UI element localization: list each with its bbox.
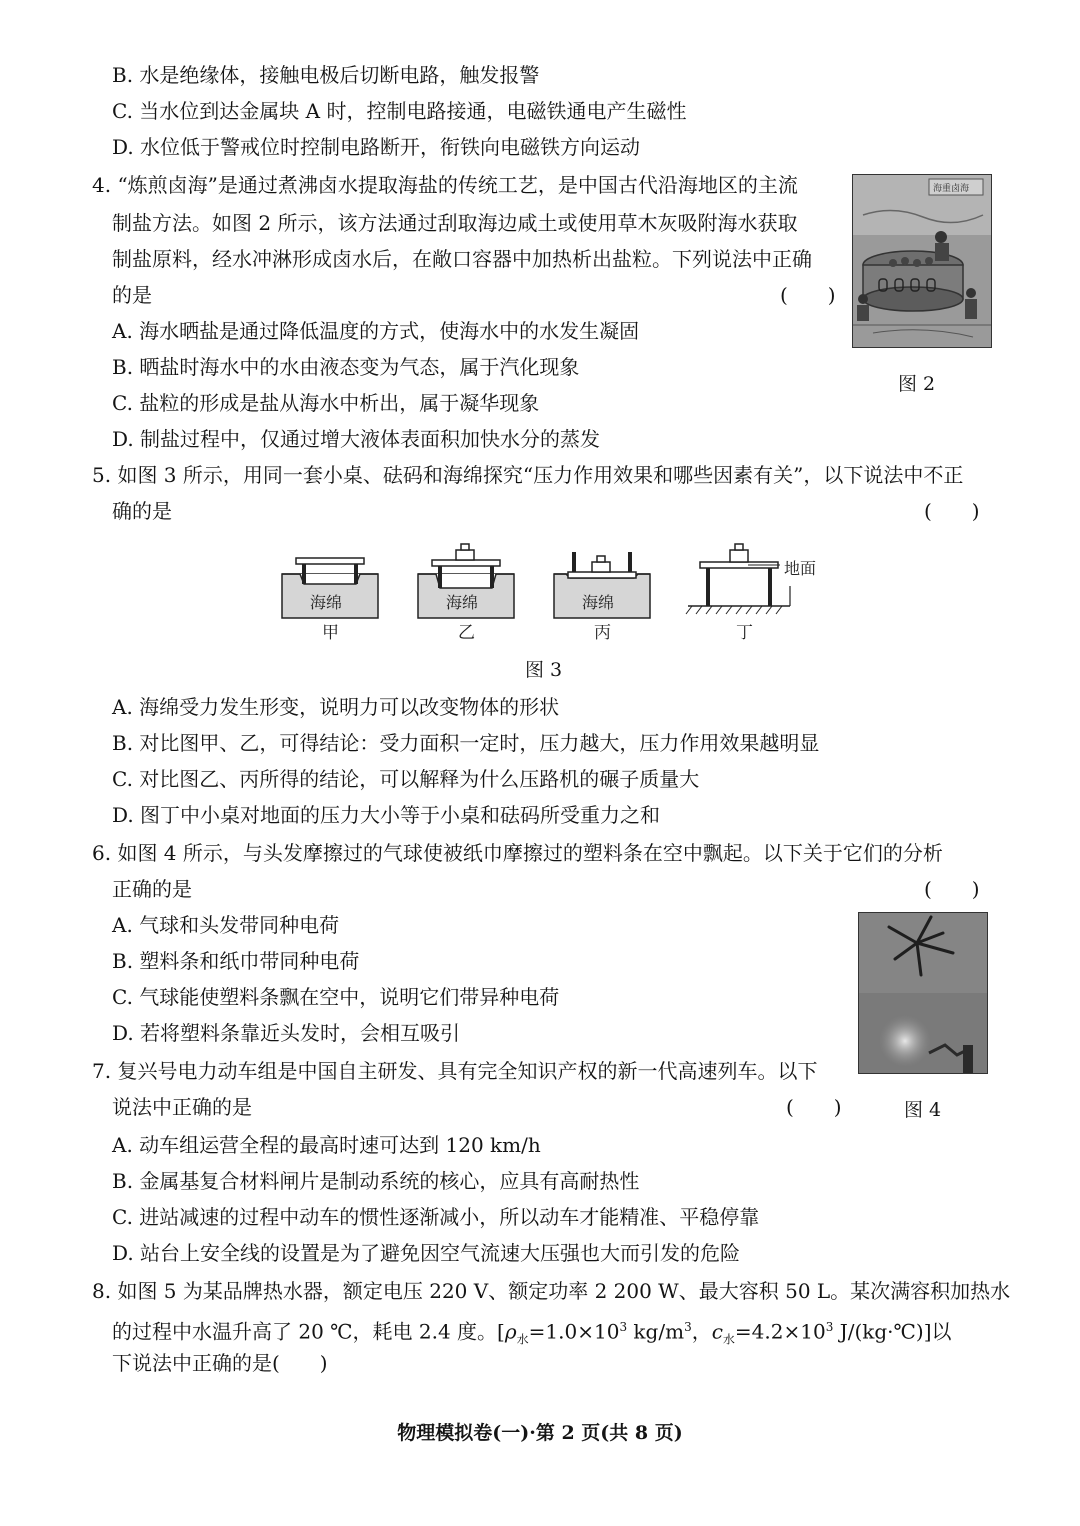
q5-option-b: B. 对比图甲、乙，可得结论：受力面积一定时，压力越大，压力作用效果越明显 [112, 731, 820, 755]
q8-stem-line2-text: 的过程中水温升高了 20 ℃，耗电 2.4 度。[ [112, 1319, 505, 1344]
figure-3-label-jia: 甲 [322, 623, 339, 643]
figure-3-label-ding: 丁 [736, 623, 753, 643]
c-exponent: 3 [825, 1320, 834, 1334]
rho-unit-exponent: 3 [684, 1320, 692, 1334]
figure-2-salt-making-image [852, 174, 992, 348]
q7-answer-paren: ( ) [786, 1095, 842, 1119]
q5-option-c: C. 对比图乙、丙所得的结论，可以解释为什么压路机的碾子质量大 [112, 767, 700, 791]
figure-3-sponge-label-jia: 海绵 [310, 593, 343, 612]
q3-option-c: C. 当水位到达金属块 A 时，控制电路接通，电磁铁通电产生磁性 [112, 99, 687, 123]
q4-stem-line3: 制盐原料，经水冲淋形成卤水后，在敞口容器中加热析出盐粒。下列说法中正确 [112, 247, 812, 271]
figure-3-sponge-label-yi: 海绵 [446, 593, 479, 612]
q6-option-a: A. 气球和头发带同种电荷 [112, 913, 340, 937]
figure-4-caption: 图 4 [904, 1099, 942, 1121]
q4-stem-line4: 的是 [112, 283, 152, 307]
q3-option-b: B. 水是绝缘体，接触电极后切断电路，触发报警 [112, 63, 540, 87]
q7-option-b: B. 金属基复合材料闸片是制动系统的核心，应具有高耐热性 [112, 1169, 640, 1193]
q4-option-a: A. 海水晒盐是通过降低温度的方式，使海水中的水发生凝固 [112, 319, 640, 343]
q6-stem-line1: 6. 如图 4 所示，与头发摩擦过的气球使被纸巾摩擦过的塑料条在空中飘起。以下关于它们的分析 [92, 841, 943, 865]
figure-3-sponge-label-bing: 海绵 [582, 593, 615, 612]
q4-answer-paren: ( ) [780, 283, 836, 307]
page-footer: 物理模拟卷(一)·第 2 页(共 8 页) [397, 1422, 683, 1444]
q4-stem-line2: 制盐方法。如图 2 所示，该方法通过刮取海边咸土或使用草木灰吸附海水获取 [112, 211, 798, 235]
q5-option-a: A. 海绵受力发生形变，说明力可以改变物体的形状 [112, 695, 560, 719]
q7-option-c: C. 进站减速的过程中动车的惯性逐渐减小，所以动车才能精准、平稳停靠 [112, 1205, 760, 1229]
figure-2-caption: 图 2 [898, 373, 936, 395]
c-subscript: 水 [722, 1332, 735, 1347]
figure-4-balloon-image [858, 912, 988, 1074]
figure-3-ground-label: 地面 [784, 559, 817, 578]
q6-answer-paren: ( ) [924, 877, 980, 901]
figure-3-label-yi: 乙 [458, 623, 475, 643]
figure-3-panel-bing [554, 552, 650, 643]
rho-subscript: 水 [516, 1332, 529, 1347]
q6-option-c: C. 气球能使塑料条飘在空中，说明它们带异种电荷 [112, 985, 560, 1009]
q7-option-d: D. 站台上安全线的设置是为了避免因空气流速大压强也大而引发的危险 [112, 1241, 741, 1265]
c-unit: J/(kg·℃)]以 [833, 1319, 952, 1344]
q8-stem-line3: 下说法中正确的是( ) [112, 1351, 328, 1375]
q6-option-d: D. 若将塑料条靠近头发时，会相互吸引 [112, 1021, 461, 1045]
c-value: =4.2×10 [734, 1319, 826, 1344]
q8-stem-line1: 8. 如图 5 为某品牌热水器，额定电压 220 V、额定功率 2 200 W、最大容积 50 L。某次满容积加热水 [92, 1279, 1011, 1303]
figure-3-panel-ding [686, 544, 790, 643]
q4-option-b: B. 晒盐时海水中的水由液态变为气态，属于汽化现象 [112, 355, 580, 379]
q5-stem-line1: 5. 如图 3 所示，用同一套小桌、砝码和海绵探究“压力作用效果和哪些因素有关”，以下说法中不正 [92, 463, 964, 487]
q7-option-a: A. 动车组运营全程的最高时速可达到 120 km/h [112, 1133, 541, 1157]
figure-3-caption: 图 3 [525, 659, 563, 681]
q5-answer-paren: ( ) [924, 499, 980, 523]
q7-stem-line1: 7. 复兴号电力动车组是中国自主研发、具有完全知识产权的新一代高速列车。以下 [92, 1059, 818, 1083]
rho-symbol: ρ [504, 1319, 517, 1344]
q4-option-c: C. 盐粒的形成是盐从海水中析出，属于凝华现象 [112, 391, 540, 415]
q5-option-d: D. 图丁中小桌对地面的压力大小等于小桌和砝码所受重力之和 [112, 803, 661, 827]
q3-option-d: D. 水位低于警戒位时控制电路断开，衔铁向电磁铁方向运动 [112, 135, 641, 159]
figure-3-panel-yi [418, 544, 514, 643]
rho-value: =1.0×10 [528, 1319, 620, 1344]
rho-unit: kg/m [627, 1319, 685, 1344]
formula-separator: ， [691, 1319, 712, 1344]
q7-stem-line2: 说法中正确的是 [112, 1095, 252, 1119]
q6-option-b: B. 塑料条和纸巾带同种电荷 [112, 949, 360, 973]
figure-3-label-bing: 丙 [594, 623, 611, 643]
q4-option-d: D. 制盐过程中，仅通过增大液体表面积加快水分的蒸发 [112, 427, 601, 451]
q6-stem-line2: 正确的是 [112, 877, 192, 901]
rho-exponent: 3 [619, 1320, 628, 1334]
figure-2-inscription: 海重卤海 [933, 184, 970, 194]
figure-3-diagram [270, 538, 817, 648]
figure-3-panel-jia [282, 558, 378, 643]
q8-stem-line2 [112, 1314, 952, 1353]
q4-stem-line1: 4. “炼煎卤海”是通过煮沸卤水提取海盐的传统工艺，是中国古代沿海地区的主流 [92, 173, 798, 197]
q5-stem-line2: 确的是 [112, 499, 172, 523]
c-symbol: c [711, 1319, 723, 1344]
